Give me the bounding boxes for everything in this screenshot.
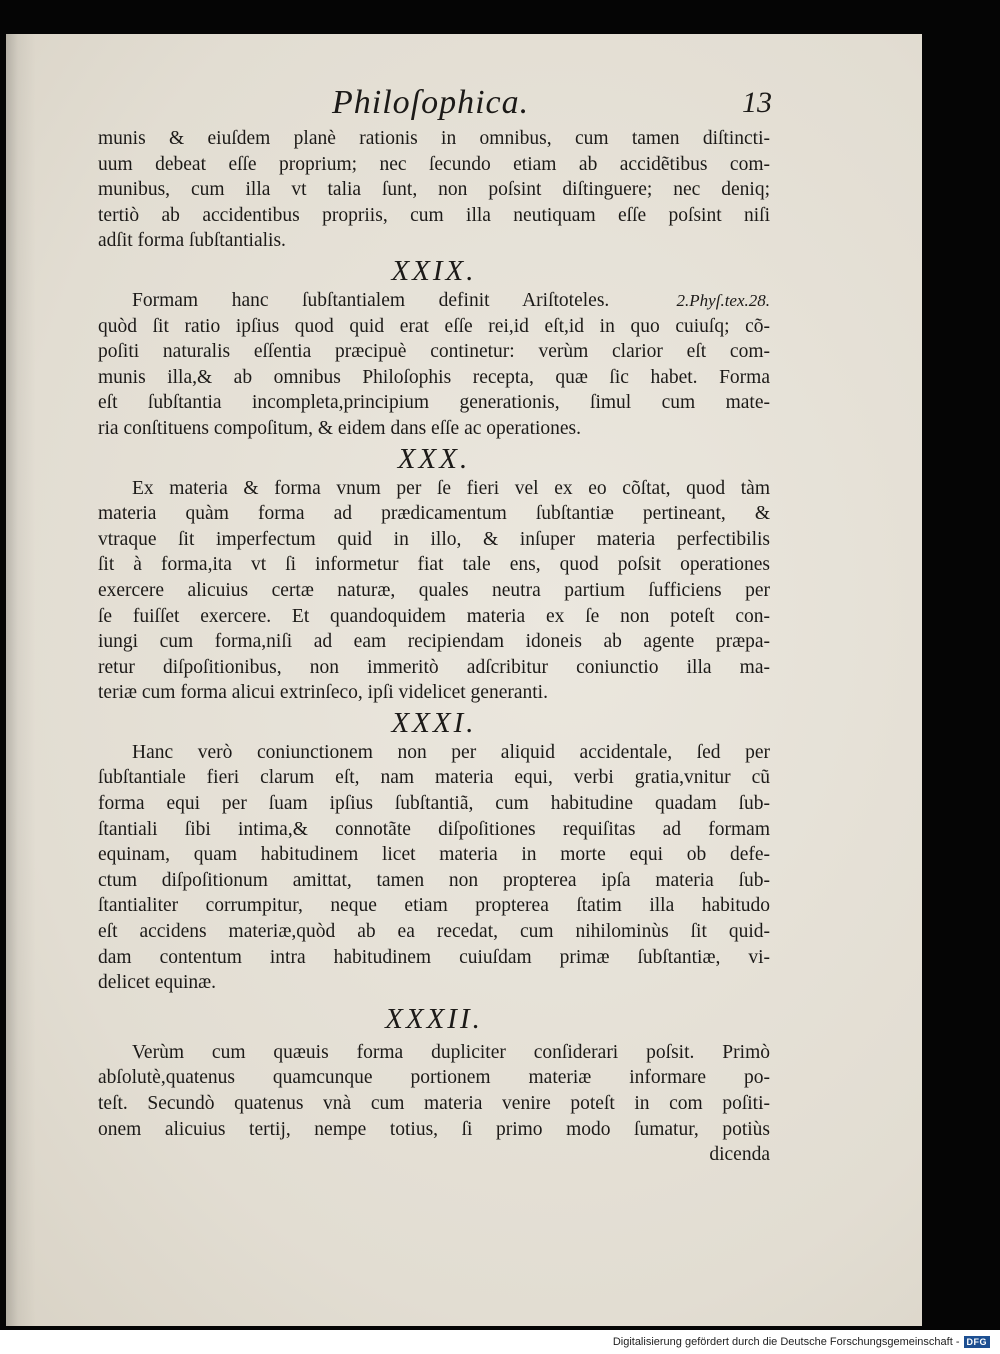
footer-credit: Digitalisierung gefördert durch die Deutsche Forschungsgemeinschaft - bbox=[612, 1336, 960, 1348]
text-line bbox=[98, 288, 770, 314]
text-line: ſubſtantiale fieri clarum eſt, nam materia equi, verbi gratia,vnitur cũ bbox=[98, 767, 770, 789]
text-line-content: Formam hanc ſubſtantialem definit Ariſtoteles. bbox=[132, 289, 610, 311]
text-line: materia quàm forma ad prædicamentum ſubſtantiæ pertineant, & bbox=[98, 503, 770, 525]
text-line: Ex materia & forma vnum per ſe fieri vel ex eo cõſtat, quod tàm bbox=[132, 477, 770, 499]
text-line: ctum diſpoſitionum amittat, tamen non propterea ipſa materia ſub- bbox=[98, 869, 770, 891]
catchword: dicenda bbox=[709, 1144, 770, 1166]
text-line: delicet equinæ. bbox=[98, 972, 217, 994]
text-line: abſolutè,quatenus quamcunque portionem materiæ informare po- bbox=[98, 1067, 770, 1089]
text-line: munibus, cum illa vt talia ſunt, non poſsint diſtinguere; nec deniq; bbox=[98, 179, 770, 201]
text-line: ria conſtituens compoſitum, & eidem dans eſſe ac operationes. bbox=[98, 417, 582, 439]
text-line: tertiò ab accidentibus propriis, cum illa neutiquam eſſe poſsint niſi bbox=[98, 204, 770, 226]
text-line: quòd ſit ratio ipſius quod quid erat eſſe rei,id eſt,id in quo cuiuſq; cõ- bbox=[98, 315, 770, 337]
text-line: forma equi per ſuam ipſius ſubſtantiã, cum habitudine quadam ſub- bbox=[98, 793, 770, 815]
text-line: teſt. Secundò quatenus vnà cum materia venire poteſt in com poſiti- bbox=[98, 1093, 770, 1114]
text-line: Verùm cum quæuis forma dupliciter conſiderari poſsit. Primò bbox=[132, 1041, 770, 1063]
text-line: uum debeat eſſe proprium; nec ſecundo etiam ab accidẽtibus com- bbox=[98, 153, 770, 175]
text-line: poſiti naturalis eſſentia præcipuè continetur: verùm clarior eſt com- bbox=[98, 341, 770, 363]
book-page bbox=[6, 34, 922, 1326]
text-line: teriæ cum forma alicui extrinſeco, ipſi videlicet generanti. bbox=[98, 682, 548, 704]
text-line: dam contentum intra habitudinem cuiuſdam primæ ſubſtantiæ, vi- bbox=[98, 946, 770, 968]
running-head bbox=[98, 84, 770, 126]
section-xxix bbox=[98, 256, 770, 442]
text-line: ſtantiali ſibi intima,& connotãte diſpoſitiones requiſitas ad formam bbox=[98, 818, 770, 840]
text-line: retur diſpoſitionibus, non immeritò adſcribitur coniunctio illa ma- bbox=[98, 656, 770, 678]
text-line: Hanc verò coniunctionem non per aliquid accidentale, ſed per bbox=[132, 741, 770, 763]
intro-paragraph bbox=[98, 126, 770, 254]
text-line: exercere alicuius certæ naturæ, quales neutra partium ſufficiens per bbox=[98, 579, 770, 601]
text-line: eſt ſubſtantia incompleta,principium generationis, ſimul cum mate- bbox=[98, 392, 770, 414]
section-heading: XXXI. bbox=[391, 706, 477, 739]
text-line: ſit à forma,ita vt ſi informetur fiat tale ens, quod poſsit operationes bbox=[98, 554, 770, 576]
section-heading: XXX. bbox=[397, 442, 471, 475]
marginal-note: 2.Phyſ.tex.28. bbox=[676, 290, 771, 310]
section-heading: XXXII. bbox=[385, 1002, 483, 1035]
text-line: munis illa,& ab omnibus Philoſophis recepta, quæ ſic habet. Forma bbox=[98, 366, 770, 388]
text-line: onem alicuius tertij, nempe totius, ſi primo modo ſumatur, potiùs bbox=[98, 1118, 770, 1140]
text-line: iungi cum forma,niſi ad eam recipiendam idoneis ab agente præpa- bbox=[98, 631, 770, 653]
dfg-logo: DFG bbox=[964, 1336, 991, 1348]
section-heading: XXIX. bbox=[391, 254, 477, 287]
section-xxxi bbox=[98, 708, 770, 996]
page-number: 13 bbox=[742, 86, 772, 119]
text-line: eſt accidens materiæ,quòd ab ea recedat, cum nihilominùs ſit quid- bbox=[98, 921, 770, 943]
digitization-footer bbox=[613, 1336, 990, 1348]
text-line: adſit forma ſubſtantialis. bbox=[98, 230, 286, 252]
text-line: vtraque ſit imperfectum quid in illo, & inſuper materia perfectibilis bbox=[98, 528, 770, 550]
running-title: Philoſophica. bbox=[332, 84, 530, 121]
text-line: equinam, quam habitudinem licet materia in morte equi ob defe- bbox=[98, 844, 770, 866]
text-line: ſtantialiter corrumpitur, neque etiam propterea ſtatim illa habitudo bbox=[98, 895, 770, 917]
section-xxxii bbox=[98, 1004, 770, 1168]
text-line: munis & eiuſdem planè rationis in omnibus, cum tamen diſtincti- bbox=[98, 128, 770, 149]
text-line: ſe fuiſſet exercere. Et quandoquidem materia ex ſe non poteſt con- bbox=[98, 605, 770, 627]
section-xxx bbox=[98, 444, 770, 706]
text-block bbox=[98, 84, 770, 1168]
